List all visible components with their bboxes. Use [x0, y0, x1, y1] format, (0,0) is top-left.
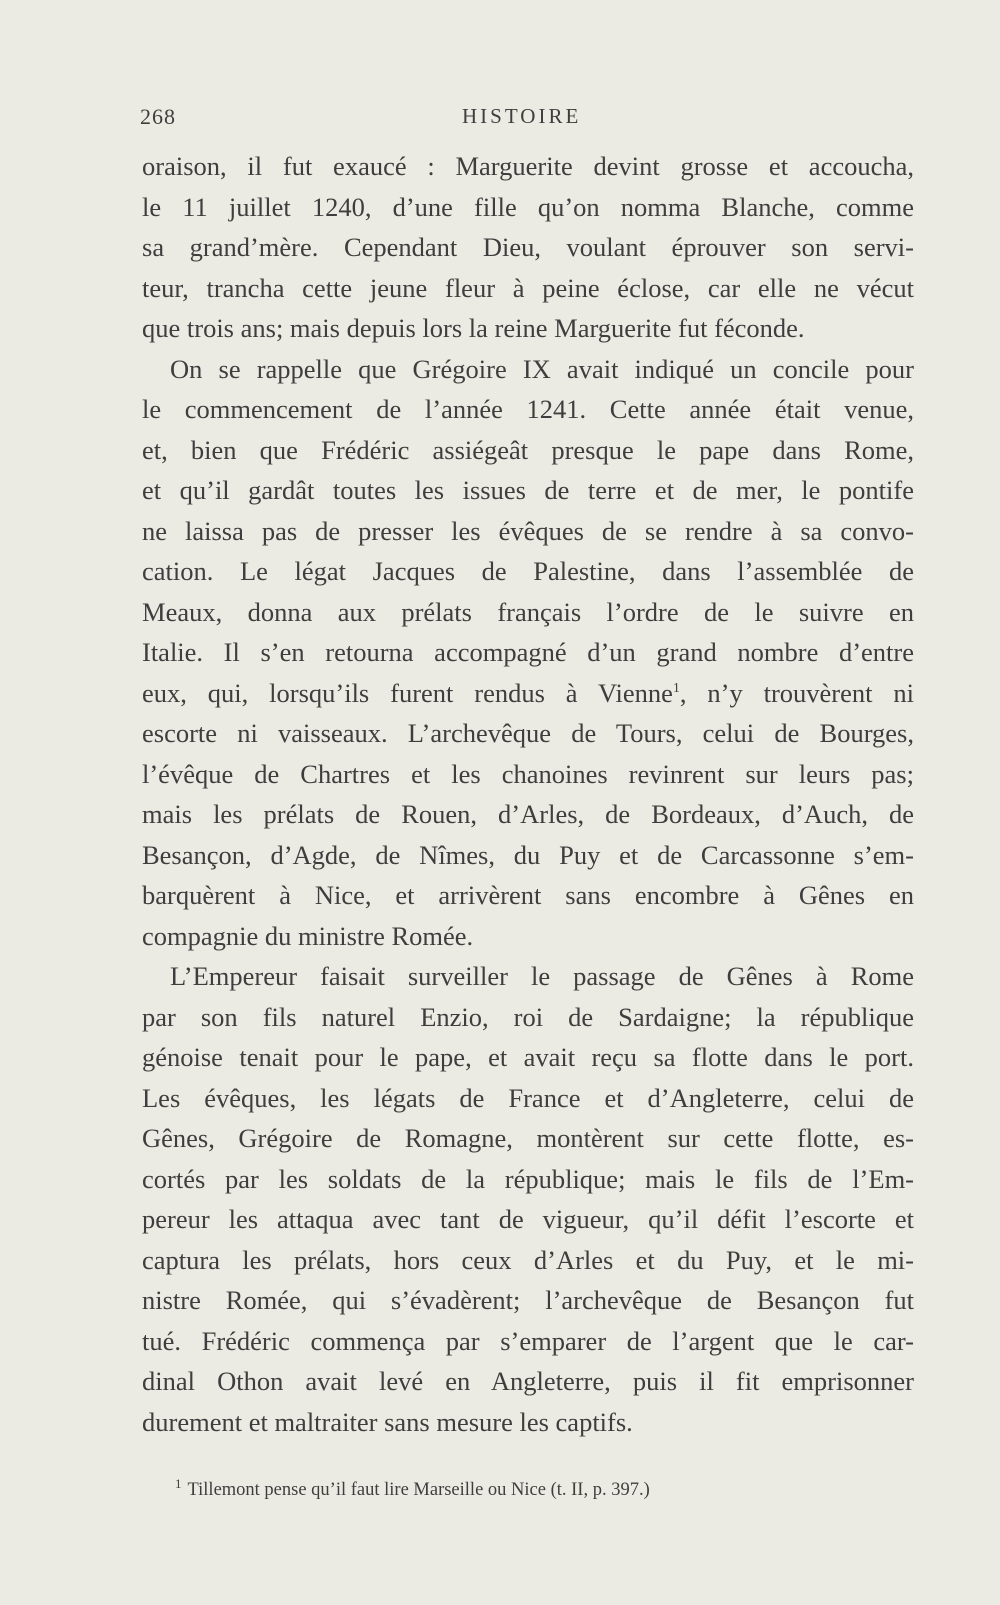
text-line: Gênes, Grégoire de Romagne, montèrent sur cette flotte, es- [142, 1123, 914, 1153]
text-line: durement et maltraiter sans mesure les captifs. [142, 1406, 633, 1437]
text-line: barquèrent à Nice, et arrivèrent sans encombre à Gênes en [142, 880, 914, 910]
text-line: Italie. Il s’en retourna accompagné d’un grand nombre d’entre [142, 637, 914, 667]
text-line: cation. Le légat Jacques de Palestine, dans l’assemblée de [142, 556, 914, 586]
text-line: captura les prélats, hors ceux d’Arles et du Puy, et le mi- [142, 1244, 914, 1275]
text-segment: , n’y trouvèrent ni [679, 677, 914, 708]
text-line: teur, trancha cette jeune fleur à peine éclose, car elle ne vécut [142, 272, 914, 303]
text-line: tué. Frédéric commença par s’emparer de l’argent que le car- [142, 1325, 914, 1356]
text-line: Les évêques, les légats de France et d’Angleterre, celui de [142, 1082, 914, 1113]
text-line: Meaux, donna aux prélats français l’ordre de le suivre en [142, 596, 914, 627]
text-line: compagnie du ministre Romée. [142, 920, 474, 951]
text-line: le 11 juillet 1240, d’une fille qu’on nomma Blanche, comme [142, 191, 914, 222]
running-head [140, 104, 580, 138]
body-text [142, 146, 914, 1442]
text-line: et qu’il gardât toutes les issues de terre et de mer, le pontife [142, 475, 914, 505]
running-title: HISTOIRE [462, 104, 582, 128]
text-line: que trois ans; mais depuis lors la reine Marguerite fut féconde. [142, 313, 805, 343]
text-line: oraison, il fut exaucé : Marguerite devint grosse et accoucha, [142, 151, 914, 181]
text-line: sa grand’mère. Cependant Dieu, voulant éprouver son servi- [142, 232, 914, 262]
footnote-marker: 1 [175, 1476, 182, 1491]
text-line: par son fils naturel Enzio, roi de Sardaigne; la république [142, 1001, 914, 1032]
text-line: ne laissa pas de presser les évêques de se rendre à sa convo- [142, 515, 914, 546]
text-line: et, bien que Frédéric assiégeât presque le pape dans Rome, [142, 434, 914, 465]
text-line: L’Empereur faisait surveiller le passage de Gênes à Rome [170, 961, 914, 991]
text-line: l’évêque de Chartres et les chanoines revinrent sur leurs pas; [142, 758, 914, 789]
footnote [175, 1476, 795, 1501]
page-number: 268 [140, 104, 176, 129]
text-line-with-footnote [142, 673, 914, 714]
text-line: pereur les attaqua avec tant de vigueur, qu’il défit l’escorte et [142, 1204, 914, 1234]
text-line: cortés par les soldats de la république; mais le fils de l’Em- [142, 1163, 914, 1194]
text-line: dinal Othon avait levé en Angleterre, puis il fit emprisonner [142, 1366, 914, 1396]
text-line: nistre Romée, qui s’évadèrent; l’archevêque de Besançon fut [142, 1285, 914, 1315]
text-line: On se rappelle que Grégoire IX avait indiqué un concile pour [170, 353, 914, 384]
footnote-text: Tillemont pense qu’il faut lire Marseille ou Nice (t. II, p. 397.) [187, 1480, 650, 1500]
text-line: Besançon, d’Agde, de Nîmes, du Puy et de Carcassonne s’em- [142, 839, 914, 870]
text-segment: eux, qui, lorsqu’ils furent rendus à Vienne [142, 677, 673, 708]
footnote-reference: 1 [672, 680, 680, 696]
text-line: escorte ni vaisseaux. L’archevêque de Tours, celui de Bourges, [142, 718, 914, 748]
text-line: le commencement de l’année 1241. Cette année était venue, [142, 394, 914, 424]
text-line: mais les prélats de Rouen, d’Arles, de Bordeaux, d’Auch, de [142, 799, 914, 829]
text-line: génoise tenait pour le pape, et avait reçu sa flotte dans le port. [142, 1042, 914, 1072]
